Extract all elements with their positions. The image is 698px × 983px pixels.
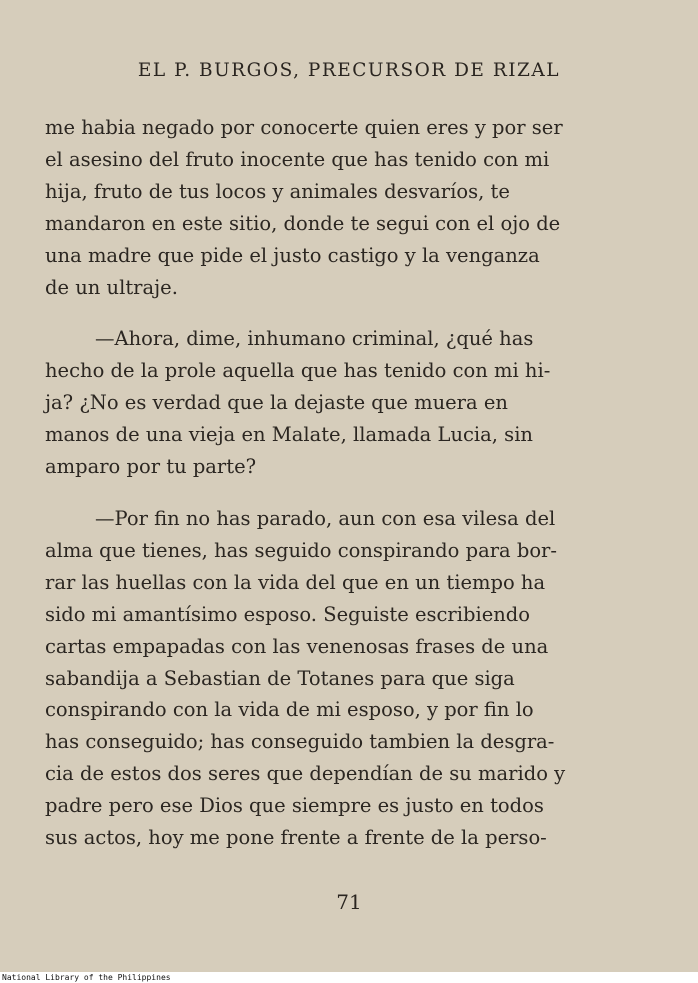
text-line: sabandija a Sebastian de Totanes para que siga: [45, 666, 515, 690]
text-line: sido mi amantísimo esposo. Seguiste escribiendo: [45, 602, 531, 626]
paragraph-3: [45, 503, 635, 854]
text-line: amparo por tu parte?: [45, 455, 257, 479]
text-line: alma que tienes, has seguido conspirando para bor-: [45, 538, 557, 562]
text-line: manos de una vieja en Malate, llamada Lucia, sin: [45, 423, 533, 447]
text-line: de un ultraje.: [45, 275, 178, 299]
text-line: conspirando con la vida de mi esposo, y por fin lo: [45, 698, 534, 722]
text-line: sus actos, hoy me pone frente a frente de la perso-: [45, 826, 547, 850]
text-line: hija, fruto de tus locos y animales desvaríos, te: [45, 179, 510, 203]
paragraph-1: [45, 112, 635, 303]
text-line: has conseguido; has conseguido tambien la desgra-: [45, 730, 555, 754]
text-line: —Por fin no has parado, aun con esa vilesa del: [95, 506, 556, 530]
text-line: el asesino del fruto inocente que has tenido con mi: [45, 147, 550, 171]
library-attribution: National Library of the Philippines: [2, 973, 171, 982]
text-line: cartas empapadas con las venenosas frases de una: [45, 634, 549, 658]
page-number: 71: [336, 890, 362, 914]
text-line: —Ahora, dime, inhumano criminal, ¿qué has: [95, 327, 534, 351]
text-line: hecho de la prole aquella que has tenido con mi hi-: [45, 359, 551, 383]
running-header: EL P. BURGOS, PRECURSOR DE RIZAL: [137, 60, 561, 81]
body-text: [45, 112, 635, 854]
text-line: cia de estos dos seres que dependían de su marido y: [45, 762, 566, 786]
text-line: padre pero ese Dios que siempre es justo en todos: [45, 794, 544, 818]
paragraph-2: [45, 323, 635, 483]
text-line: una madre que pide el justo castigo y la venganza: [45, 243, 540, 267]
text-line: mandaron en este sitio, donde te segui con el ojo de: [45, 211, 561, 235]
text-line: ja? ¿No es verdad que la dejaste que muera en: [45, 391, 508, 415]
text-line: me habia negado por conocerte quien eres y por ser: [45, 116, 563, 139]
text-line: rar las huellas con la vida del que en un tiempo ha: [45, 570, 546, 594]
